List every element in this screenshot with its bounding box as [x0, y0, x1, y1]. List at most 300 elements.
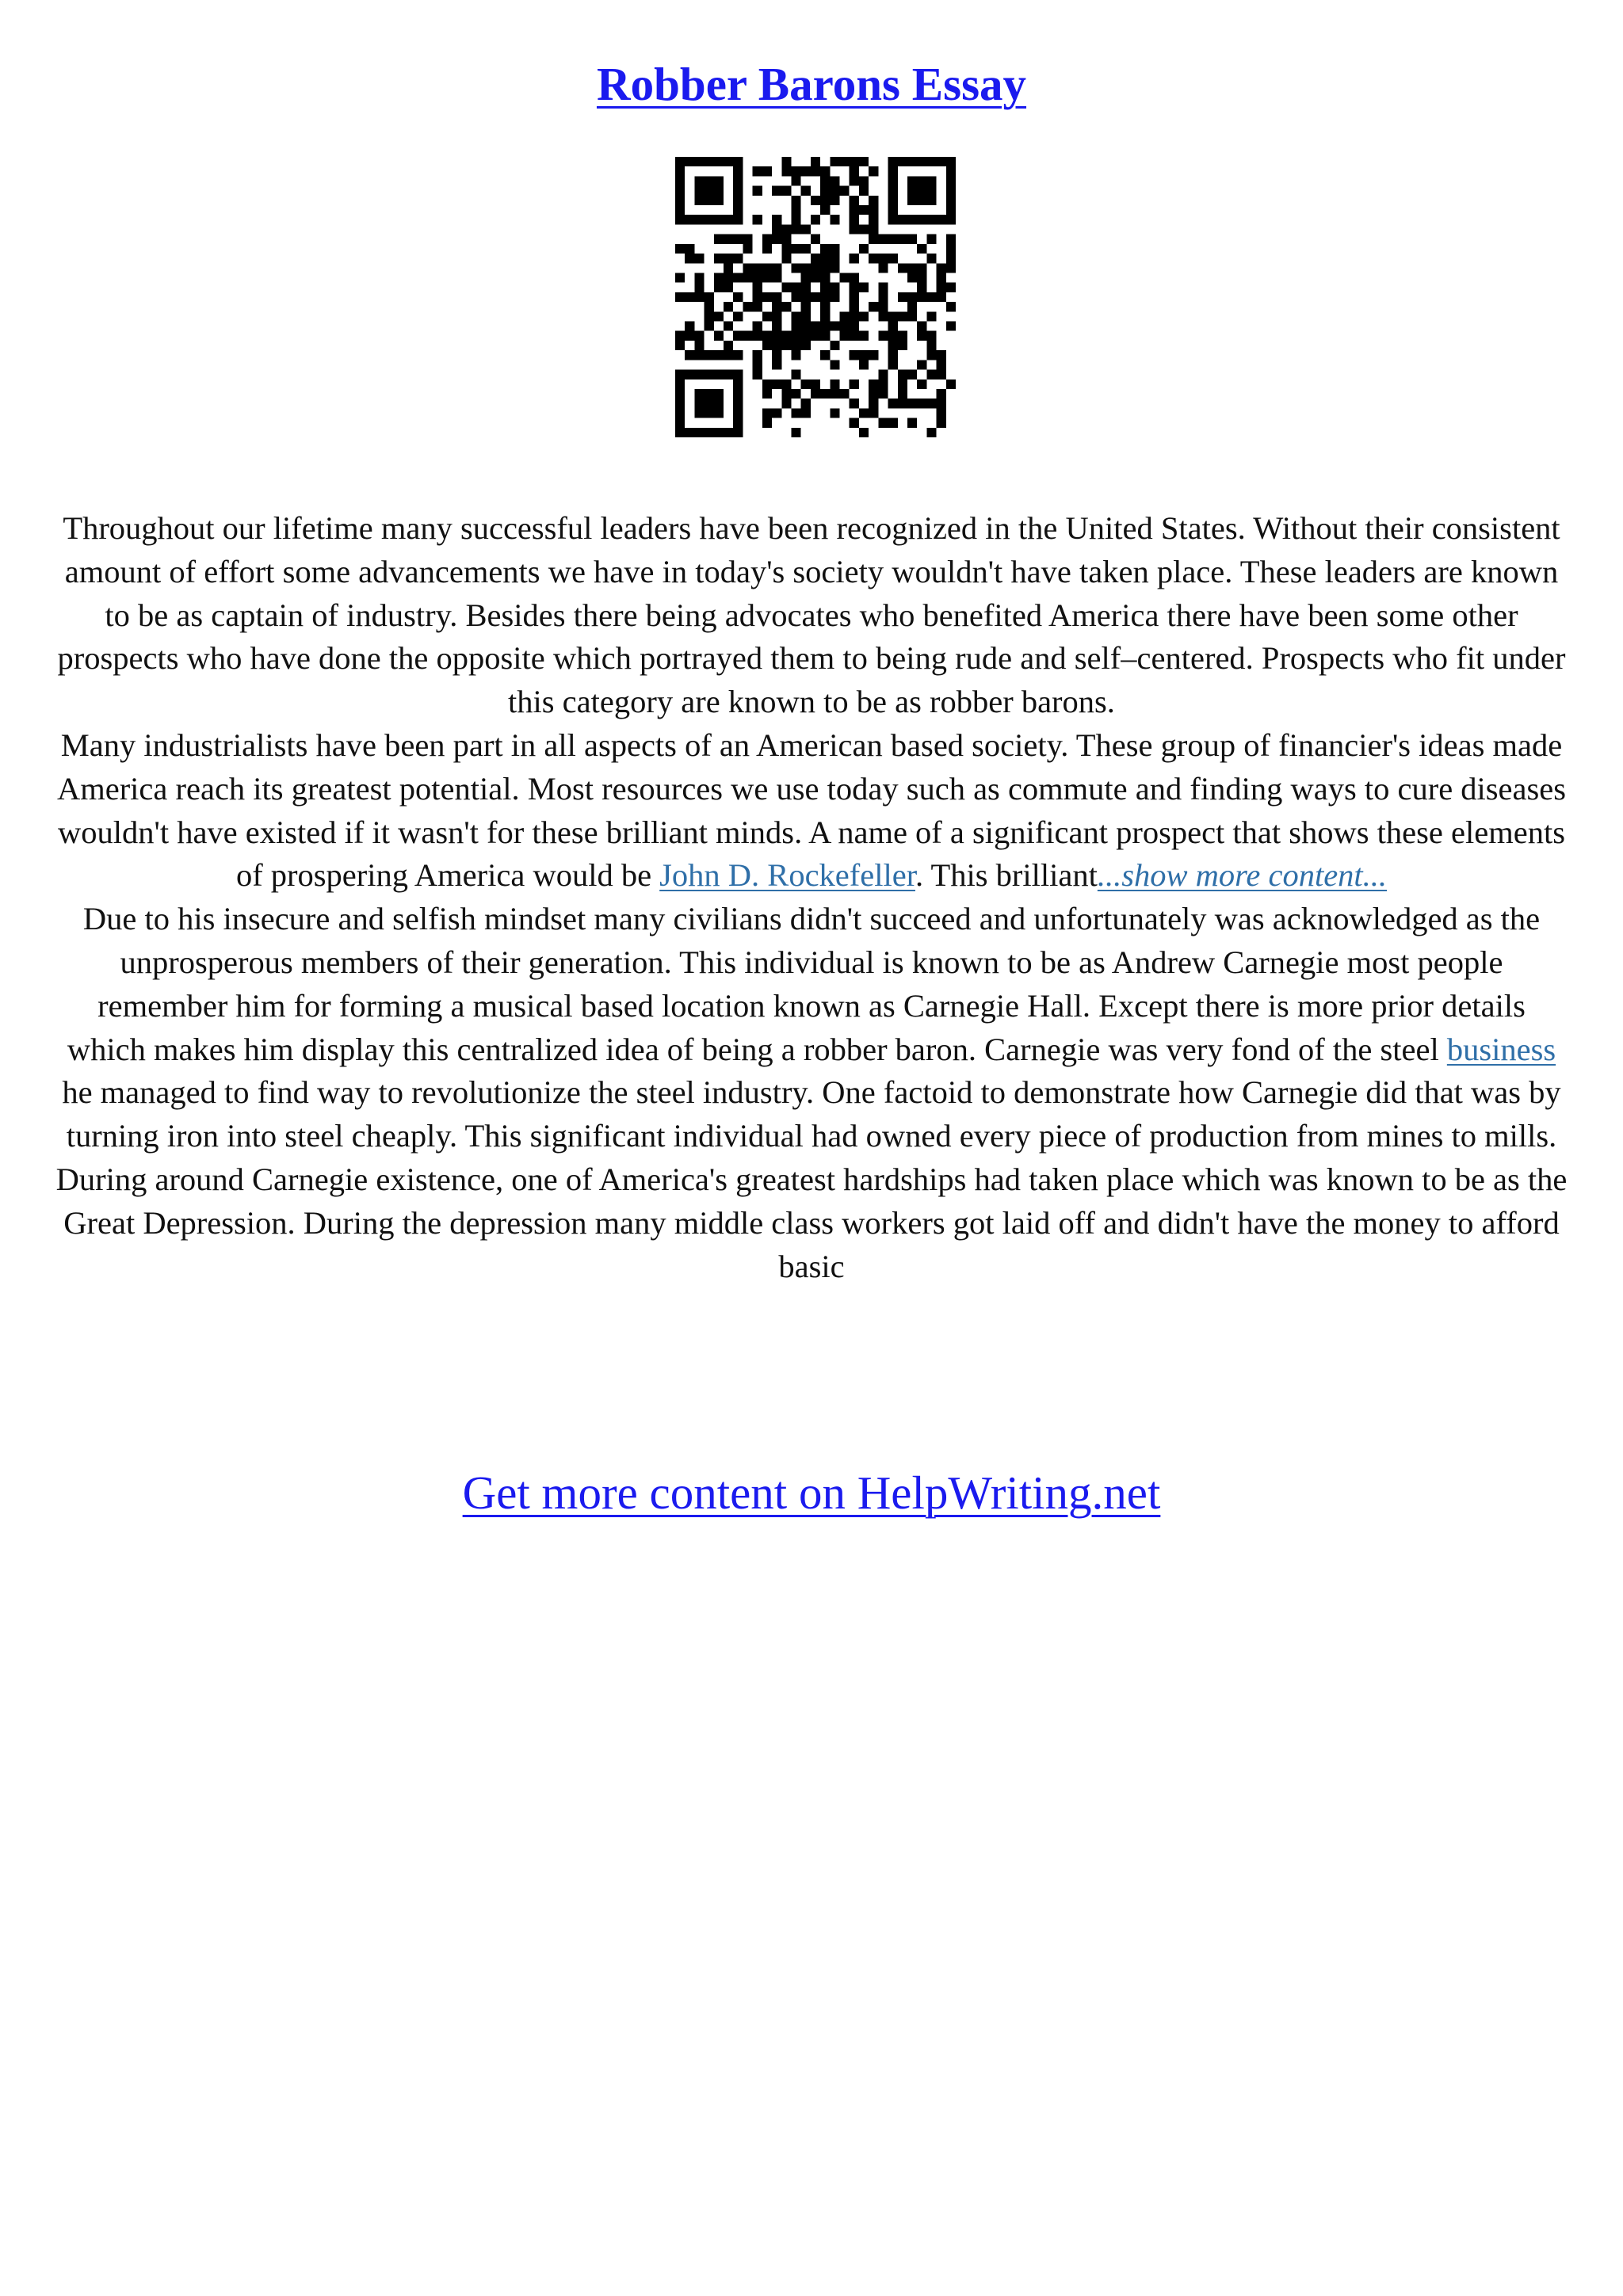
qr-module: [937, 389, 946, 399]
qr-module: [926, 292, 936, 302]
qr-module: [694, 350, 704, 360]
qr-module: [878, 235, 888, 244]
qr-module: [937, 292, 946, 302]
qr-module: [898, 215, 907, 224]
qr-module: [850, 224, 859, 234]
qr-module: [733, 331, 743, 341]
qr-module: [907, 292, 917, 302]
qr-module: [859, 157, 869, 166]
qr-module: [733, 254, 743, 263]
qr-module: [724, 322, 733, 331]
qr-module: [850, 176, 859, 185]
paragraph-3: [55, 898, 1568, 1288]
qr-module: [714, 389, 724, 399]
qr-module: [724, 254, 733, 263]
qr-module: [878, 254, 888, 263]
qr-module: [724, 428, 733, 437]
qr-module: [705, 350, 714, 360]
qr-module: [820, 254, 830, 263]
qr-module: [859, 360, 869, 369]
qr-module: [840, 389, 850, 399]
qr-module: [830, 341, 839, 350]
qr-module: [917, 157, 926, 166]
rockefeller-link[interactable]: John D. Rockefeller: [659, 857, 915, 894]
qr-module: [705, 389, 714, 399]
qr-module: [753, 215, 762, 224]
qr-module: [888, 311, 898, 321]
qr-module: [820, 196, 830, 205]
qr-module: [830, 176, 839, 185]
qr-module: [685, 292, 694, 302]
qr-module: [772, 215, 781, 224]
qr-module: [675, 215, 685, 224]
qr-module: [762, 292, 772, 302]
qr-module: [705, 311, 714, 321]
qr-module: [869, 399, 878, 408]
qr-module: [781, 331, 791, 341]
qr-module: [733, 428, 743, 437]
qr-module: [820, 263, 830, 273]
qr-module: [907, 196, 917, 205]
qr-module: [937, 215, 946, 224]
qr-module: [762, 244, 772, 254]
qr-module: [850, 205, 859, 215]
qr-module: [772, 273, 781, 282]
qr-module: [714, 157, 724, 166]
qr-module: [850, 215, 859, 224]
qr-module: [705, 408, 714, 418]
qr-module: [743, 263, 752, 273]
qr-module: [907, 399, 917, 408]
qr-module: [946, 196, 956, 205]
qr-module: [705, 176, 714, 185]
qr-module: [946, 166, 956, 176]
qr-module: [714, 331, 724, 341]
qr-module: [898, 331, 907, 341]
qr-module: [762, 331, 772, 341]
qr-module: [694, 389, 704, 399]
qr-module: [753, 292, 762, 302]
qr-module: [907, 157, 917, 166]
qr-module: [762, 311, 772, 321]
qr-module: [898, 263, 907, 273]
qr-module: [888, 186, 898, 196]
qr-module: [753, 370, 762, 379]
qr-module: [859, 186, 869, 196]
qr-module: [840, 331, 850, 341]
qr-code-image: [675, 157, 956, 437]
qr-module: [694, 254, 704, 263]
qr-module: [926, 341, 936, 350]
qr-module: [694, 428, 704, 437]
qr-module: [820, 166, 830, 176]
qr-module: [840, 186, 850, 196]
qr-module: [781, 235, 791, 244]
qr-module: [820, 302, 830, 311]
qr-module: [907, 215, 917, 224]
qr-module: [820, 331, 830, 341]
qr-module: [675, 331, 685, 341]
qr-module: [694, 370, 704, 379]
qr-module: [772, 224, 781, 234]
qr-module: [772, 350, 781, 360]
qr-module: [859, 176, 869, 185]
qr-module: [724, 302, 733, 311]
qr-module: [850, 254, 859, 263]
qr-module: [714, 215, 724, 224]
qr-module: [675, 418, 685, 428]
qr-module: [705, 157, 714, 166]
qr-module: [675, 341, 685, 350]
qr-module: [811, 322, 820, 331]
qr-module: [801, 244, 811, 254]
qr-module: [859, 350, 869, 360]
qr-module: [850, 157, 859, 166]
qr-module: [791, 283, 800, 292]
qr-module: [753, 360, 762, 369]
qr-module: [685, 370, 694, 379]
qr-module: [762, 418, 772, 428]
qr-module: [811, 379, 820, 389]
qr-module: [878, 302, 888, 311]
qr-module: [801, 166, 811, 176]
paragraph-1: Throughout our lifetime many successful leaders have been recognized in the United States. Without their consistent amount of effort some advancements we have in today's society wouldn't have taken place. These leaders are known to be as captain of industry. Besides there being advocates who benefited America there have been some other prospects who have done the opposite which portrayed them to being rude and self–centered. Prospects who fit under this category are known to be as robber barons.: [57, 510, 1566, 720]
qr-module: [743, 302, 752, 311]
qr-module: [714, 428, 724, 437]
qr-module: [926, 370, 936, 379]
qr-module: [675, 176, 685, 185]
qr-module: [694, 273, 704, 282]
qr-module: [888, 331, 898, 341]
qr-module: [937, 263, 946, 273]
qr-module: [888, 399, 898, 408]
qr-module: [685, 331, 694, 341]
qr-module: [907, 370, 917, 379]
qr-module: [937, 418, 946, 428]
qr-module: [869, 215, 878, 224]
qr-module: [694, 331, 704, 341]
qr-module: [714, 235, 724, 244]
qr-module: [733, 215, 743, 224]
qr-module: [869, 350, 878, 360]
qr-module: [685, 215, 694, 224]
qr-module: [898, 341, 907, 350]
qr-module: [733, 389, 743, 399]
qr-module: [946, 254, 956, 263]
qr-module: [869, 235, 878, 244]
qr-module: [694, 215, 704, 224]
qr-module: [705, 370, 714, 379]
qr-module: [781, 379, 791, 389]
qr-module: [898, 157, 907, 166]
qr-module: [675, 292, 685, 302]
qr-module: [907, 418, 917, 428]
qr-module: [907, 302, 917, 311]
qr-module: [926, 399, 936, 408]
qr-module: [926, 254, 936, 263]
qr-module: [762, 166, 772, 176]
qr-module: [917, 244, 926, 254]
qr-module: [791, 244, 800, 254]
qr-module: [714, 350, 724, 360]
qr-module: [946, 283, 956, 292]
qr-module: [705, 292, 714, 302]
qr-module: [869, 379, 878, 389]
qr-module: [714, 311, 724, 321]
qr-module: [762, 235, 772, 244]
qr-module: [714, 370, 724, 379]
qr-module: [694, 186, 704, 196]
helpwriting-link[interactable]: Get more content on HelpWriting.net: [462, 1466, 1161, 1519]
qr-module: [694, 283, 704, 292]
qr-module: [907, 263, 917, 273]
qr-module: [781, 166, 791, 176]
qr-module: [675, 428, 685, 437]
qr-module: [830, 360, 839, 369]
qr-module: [791, 408, 800, 418]
qr-module: [946, 302, 956, 311]
qr-module: [675, 186, 685, 196]
qr-module: [733, 196, 743, 205]
qr-module: [714, 186, 724, 196]
qr-module: [917, 273, 926, 282]
qr-module: [926, 196, 936, 205]
qr-module: [791, 196, 800, 205]
qr-module: [830, 379, 839, 389]
qr-module: [675, 273, 685, 282]
qr-module: [907, 273, 917, 282]
qr-module: [898, 399, 907, 408]
qr-module: [946, 215, 956, 224]
qr-module: [675, 408, 685, 418]
qr-module: [733, 157, 743, 166]
qr-module: [917, 186, 926, 196]
qr-module: [917, 399, 926, 408]
qr-module: [781, 244, 791, 254]
qr-module: [772, 379, 781, 389]
qr-module: [830, 254, 839, 263]
qr-module: [791, 389, 800, 399]
qr-module: [772, 235, 781, 244]
qr-module: [878, 331, 888, 341]
qr-module: [733, 205, 743, 215]
qr-module: [917, 263, 926, 273]
qr-module: [781, 389, 791, 399]
qr-module: [850, 331, 859, 341]
qr-module: [869, 389, 878, 399]
qr-module: [830, 244, 839, 254]
qr-module: [772, 311, 781, 321]
qr-module: [869, 408, 878, 418]
qr-module: [898, 235, 907, 244]
qr-module: [830, 263, 839, 273]
qr-module: [801, 341, 811, 350]
qr-module: [675, 379, 685, 389]
qr-module: [753, 331, 762, 341]
qr-module: [830, 186, 839, 196]
qr-module: [878, 370, 888, 379]
qr-module: [781, 254, 791, 263]
qr-module: [926, 186, 936, 196]
qr-module: [850, 379, 859, 389]
qr-module: [724, 341, 733, 350]
qr-module: [917, 176, 926, 185]
qr-module: [878, 389, 888, 399]
qr-module: [733, 292, 743, 302]
qr-module: [878, 283, 888, 292]
qr-module: [772, 263, 781, 273]
show-more-link[interactable]: ...show more content...: [1097, 857, 1388, 894]
qr-module: [714, 254, 724, 263]
qr-module: [820, 244, 830, 254]
qr-module: [888, 166, 898, 176]
qr-module: [830, 408, 839, 418]
qr-module: [946, 186, 956, 196]
qr-module: [917, 360, 926, 369]
qr-module: [859, 244, 869, 254]
qr-module: [937, 370, 946, 379]
qr-module: [840, 311, 850, 321]
qr-module: [762, 408, 772, 418]
qr-module: [791, 350, 800, 360]
qr-module: [772, 331, 781, 341]
qr-module: [753, 283, 762, 292]
qr-module: [937, 360, 946, 369]
qr-module: [762, 273, 772, 282]
qr-module: [685, 244, 694, 254]
qr-module: [888, 418, 898, 428]
qr-module: [791, 166, 800, 176]
qr-module: [801, 302, 811, 311]
qr-module: [753, 273, 762, 282]
qr-module: [685, 428, 694, 437]
qr-module: [926, 215, 936, 224]
business-link[interactable]: business: [1446, 1031, 1556, 1067]
qr-module: [724, 263, 733, 273]
qr-module: [781, 186, 791, 196]
qr-module: [791, 263, 800, 273]
qr-module: [820, 322, 830, 331]
qr-module: [694, 176, 704, 185]
qr-module: [781, 302, 791, 311]
qr-module: [946, 205, 956, 215]
qr-module: [850, 283, 859, 292]
qr-module: [791, 341, 800, 350]
qr-module: [724, 283, 733, 292]
qr-module: [791, 331, 800, 341]
qr-module: [850, 322, 859, 331]
qr-module: [820, 389, 830, 399]
qr-module: [801, 224, 811, 234]
qr-module: [733, 350, 743, 360]
qr-module: [705, 196, 714, 205]
qr-module: [888, 205, 898, 215]
qr-module: [878, 311, 888, 321]
qr-module: [830, 157, 839, 166]
qr-module: [705, 428, 714, 437]
qr-module: [694, 157, 704, 166]
qr-module: [820, 176, 830, 185]
qr-module: [675, 389, 685, 399]
paragraph-2: [55, 724, 1568, 898]
qr-module: [888, 360, 898, 369]
qr-module: [675, 196, 685, 205]
qr-module: [888, 176, 898, 185]
qr-module: [724, 370, 733, 379]
qr-module: [685, 322, 694, 331]
qr-module: [675, 205, 685, 215]
qr-module: [801, 399, 811, 408]
qr-module: [869, 205, 878, 215]
qr-module: [733, 235, 743, 244]
qr-module: [946, 379, 956, 389]
qr-module: [772, 408, 781, 418]
qr-code-graphic: [675, 157, 956, 437]
qr-module: [733, 186, 743, 196]
qr-module: [743, 273, 752, 282]
qr-module: [705, 186, 714, 196]
qr-module: [694, 408, 704, 418]
qr-module: [733, 370, 743, 379]
qr-module: [830, 322, 839, 331]
qr-module: [869, 224, 878, 234]
qr-module: [733, 311, 743, 321]
qr-module: [917, 215, 926, 224]
qr-module: [888, 196, 898, 205]
qr-module: [791, 322, 800, 331]
qr-module: [675, 166, 685, 176]
qr-module: [753, 350, 762, 360]
qr-module: [907, 186, 917, 196]
qr-module: [850, 196, 859, 205]
qr-module: [685, 157, 694, 166]
footer-container: [0, 1466, 1623, 1520]
qr-module: [781, 283, 791, 292]
qr-module: [830, 389, 839, 399]
qr-module: [772, 186, 781, 196]
title-link[interactable]: Robber Barons Essay: [596, 58, 1027, 110]
qr-module: [859, 283, 869, 292]
qr-module: [724, 273, 733, 282]
qr-module: [753, 322, 762, 331]
qr-module: [869, 166, 878, 176]
qr-module: [753, 263, 762, 273]
qr-module: [791, 311, 800, 321]
qr-module: [820, 283, 830, 292]
qr-module: [753, 166, 762, 176]
qr-module: [791, 370, 800, 379]
qr-module: [898, 379, 907, 389]
qr-module: [801, 379, 811, 389]
qr-module: [762, 379, 772, 389]
qr-module: [946, 176, 956, 185]
qr-module: [801, 292, 811, 302]
paragraph-3-text: Due to his insecure and selfish mindset many civilians didn't succeed and unfortunately was acknowledged as the unprosperous members of their generation. This individual is known to be as Andrew Carnegie most people remember him for forming a musical based location known as Carnegie Hall. Except there is more prior details which makes him display this centralized idea of being a robber baron. Carnegie was very fond of the steel: [67, 901, 1541, 1067]
qr-module: [820, 273, 830, 282]
qr-module: [850, 166, 859, 176]
qr-module: [743, 331, 752, 341]
qr-module: [840, 157, 850, 166]
qr-module: [733, 418, 743, 428]
paragraph-2-text: Many industrialists have been part in all aspects of an American based society. These group of financier's ideas made America reach its greatest potential. Most resources we use today such as commute and finding ways to cure diseases wouldn't have existed if it wasn't for these brilliant minds. A name of a significant prospect that shows these elements of prospering America would be: [56, 727, 1567, 894]
qr-module: [840, 273, 850, 282]
qr-module: [917, 379, 926, 389]
qr-module: [762, 341, 772, 350]
qr-module: [869, 196, 878, 205]
qr-module: [714, 273, 724, 282]
qr-module: [850, 273, 859, 282]
qr-module: [733, 379, 743, 389]
